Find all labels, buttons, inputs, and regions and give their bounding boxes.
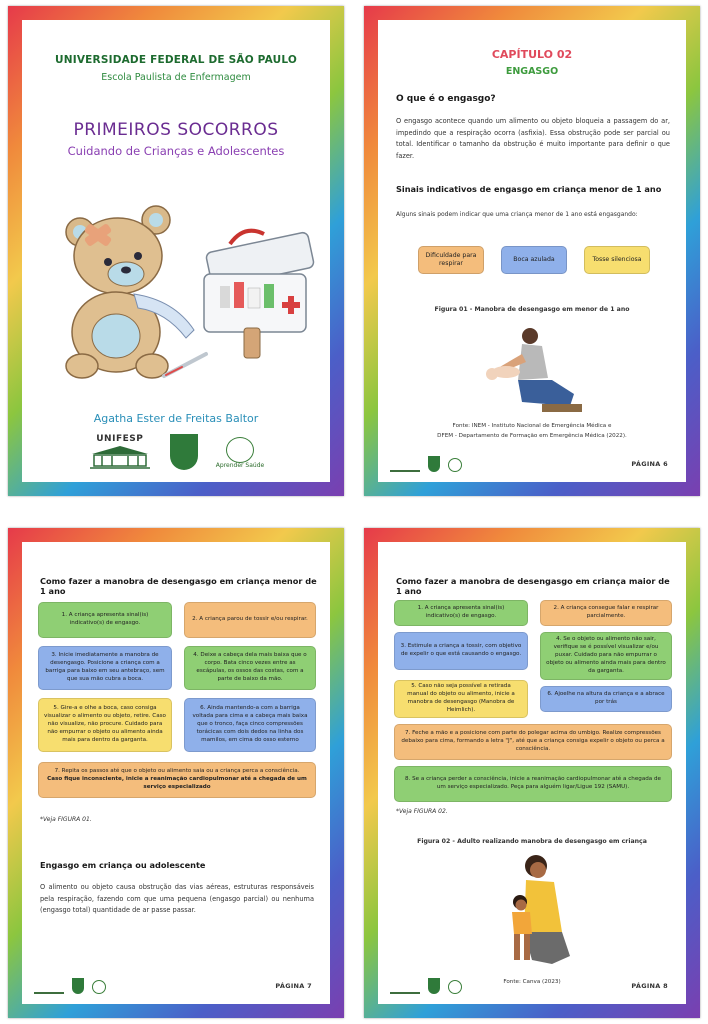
page-number: PÁGINA 8 [631,982,668,990]
epe-shield-logo [170,434,198,470]
figure-2-source: Fonte: Canva (2023) [503,979,561,985]
page-number: PÁGINA 6 [631,460,668,468]
people-icon [226,437,254,463]
page-8 [364,528,700,1018]
step-3-box: 3. Inicie imediatamente a manobra de desengasgo. Posicione a criança com a barriga para baixo em seu antebraço, sem que sua mão cubra a boca. [38,646,172,690]
teddy-bear-first-aid-illustration [54,190,326,390]
engasgo-definition: O engasgo acontece quando um alimento ou objeto bloqueia a passagem do ar, impedindo que a respiração ocorra (asfixia). Essa obstrução pode ser parcial ou total. Identificar o tamanho da obstrução é muito importante para definir o que fazer. [396,117,670,160]
page-8-content [378,542,686,1004]
signs-heading: Sinais indicativos de engasgo em criança menor de 1 ano [396,184,662,194]
maneuver-over-1-heading: Como fazer a manobra de desengasgo em criança maior de 1 ano [396,576,670,596]
signs-list [418,246,650,274]
sign-blue-mouth: Boca azulada [501,246,567,274]
unifesp-mini-logo [34,980,64,994]
shield-mini-logo [428,456,440,472]
figure-1-caption: Figura 01 - Manobra de desengasgo em menor de 1 ano [434,306,630,313]
aprender-saude-mini-logo [448,458,462,472]
chapter-title: ENGASGO [505,66,559,77]
figure-2-note: *Veja FIGURA 02. [396,808,448,815]
step-4-box: 4. Se o objeto ou alimento não sair, verifique se é possível visualizar e/ou puxar. Cuidado para não empurrar o objeto ou alimento ainda mais para dentro da garganta. [540,632,672,680]
sign-silent-cough: Tosse silenciosa [584,246,650,274]
first-aid-kit-icon [204,231,315,358]
figure-1-source-line-2: DFEM - Departamento de Formação em Emergência Médica (2022). [437,433,627,439]
step-5-box: 5. Caso não seja possível a retirada manual do objeto ou alimento, inicie a manobra de desengasgo (Manobra de Heimlich). [394,680,528,718]
step-5-box: 5. Gire-a e olhe a boca, caso consiga visualizar o alimento ou objeto, retire. Caso não visualize, não procure. Cuidado para não empurrar o objeto ou alimento ainda mais para dentro da garganta. [38,698,172,752]
university-name: UNIVERSIDADE FEDERAL DE SÃO PAULO [55,54,297,66]
step-7-text: 7. Repita os passos até que o objeto ou alimento saia ou a criança perca a consciência. [54,768,300,775]
aprender-saude-logo [216,437,264,470]
heimlich-maneuver-illustration [496,852,586,972]
sign-breathing-difficulty: Dificuldade para respirar [418,246,484,274]
question-heading: O que é o engasgo? [396,94,496,104]
shield-icon [170,434,198,470]
thermometer-icon [164,354,206,376]
unifesp-mini-logo [390,980,420,994]
adolescent-heading: Engasgo em criança ou adolescente [40,860,206,870]
book-subtitle: Cuidando de Crianças e Adolescentes [67,144,285,158]
book-title: PRIMEIROS SOCORROS [73,120,279,140]
signs-intro: Alguns sinais podem indicar que uma criança menor de 1 ano está engasgando: [396,211,638,218]
step-7-box: 7. Feche a mão e a posicione com parte do polegar acima do umbigo. Realize compressões debaixo para cima, formando a letra "J", até que a criança consiga expelir o objeto ou perca a consciência. [394,724,672,760]
infant-back-blows-illustration [482,324,592,416]
aprender-saude-wordmark: Aprender Saúde [215,462,265,470]
step-3-box: 3. Estimule a criança a tossir, com objetivo de expelir o que está causando o engasgo. [394,632,528,670]
step-4-box: 4. Deixe a cabeça dela mais baixa que o corpo. Bata cinco vezes entre as escápulas, os ossos das costas, com a parte de baixo da mão. [184,646,316,690]
step-2-box: 2. A criança parou de tossir e/ou respirar. [184,602,316,638]
page-7 [8,528,344,1018]
aprender-saude-mini-logo [448,980,462,994]
footer-logos [390,456,462,472]
step-7-box [38,762,316,798]
step-8-box: 8. Se a criança perder a consciência, inicie a reanimação cardiopulmonar até a chegada de um serviço especializado. Peça para alguém ligar/Ligue 192 (SAMU). [394,766,672,802]
institution-logos [22,418,330,470]
step-6-box: 6. Ainda mantendo-a com a barriga voltada para cima e a cabeça mais baixa que o tronco, faça cinco compressões torácicas com dois dedos na linha dos mamilos, em cima do osso esterno [184,698,316,752]
step-7-bold-text: Caso fique inconsciente, inicie a reanimação cardiopulmonar até a chegada de um serviço especializado [47,776,307,790]
chapter-number: CAPÍTULO 02 [491,48,573,61]
author-name: Agatha Ester de Freitas Baltor [93,412,259,425]
adolescent-text: O alimento ou objeto causa obstrução das vias aéreas, estruturas responsáveis pela respiração, fazendo com que uma pequena (engasgo parcial) ou nenhuma (engasgo total) quantidade de ar passe passar. [40,883,314,915]
unifesp-building-icon [88,444,152,470]
school-name: Escola Paulista de Enfermagem [101,72,251,83]
step-6-box: 6. Ajoelhe na altura da criança e a abrace por trás [540,686,672,712]
step-2-box: 2. A criança consegue falar e respirar parcialmente. [540,600,672,626]
step-1-box: 1. A criança apresenta sinal(is) indicativo(s) de engasgo. [38,602,172,638]
step-1-box: 1. A criança apresenta sinal(is) indicativo(s) de engasgo. [394,600,528,626]
unifesp-logo [88,434,152,470]
figure-1-note: *Veja FIGURA 01. [40,816,92,823]
page-6-content [378,20,686,482]
shield-mini-logo [72,978,84,994]
figure-2-caption: Figura 02 - Adulto realizando manobra de desengasgo em criança [417,838,647,845]
aprender-saude-mini-logo [92,980,106,994]
shield-mini-logo [428,978,440,994]
unifesp-wordmark: UNIFESP [96,434,144,444]
page-6 [364,6,700,496]
footer-logos [390,978,462,994]
page-number: PÁGINA 7 [275,982,312,990]
unifesp-mini-logo [390,458,420,472]
maneuver-under-1-heading: Como fazer a manobra de desengasgo em criança menor de 1 ano [40,576,317,596]
cover-content [22,20,330,482]
page-7-content [22,542,330,1004]
footer-logos [34,978,106,994]
figure-1-source-line-1: Fonte: INEM - Instituto Nacional de Emergência Médica e [452,423,612,429]
teddy-bear-icon [66,206,194,378]
cover-page [8,6,344,496]
